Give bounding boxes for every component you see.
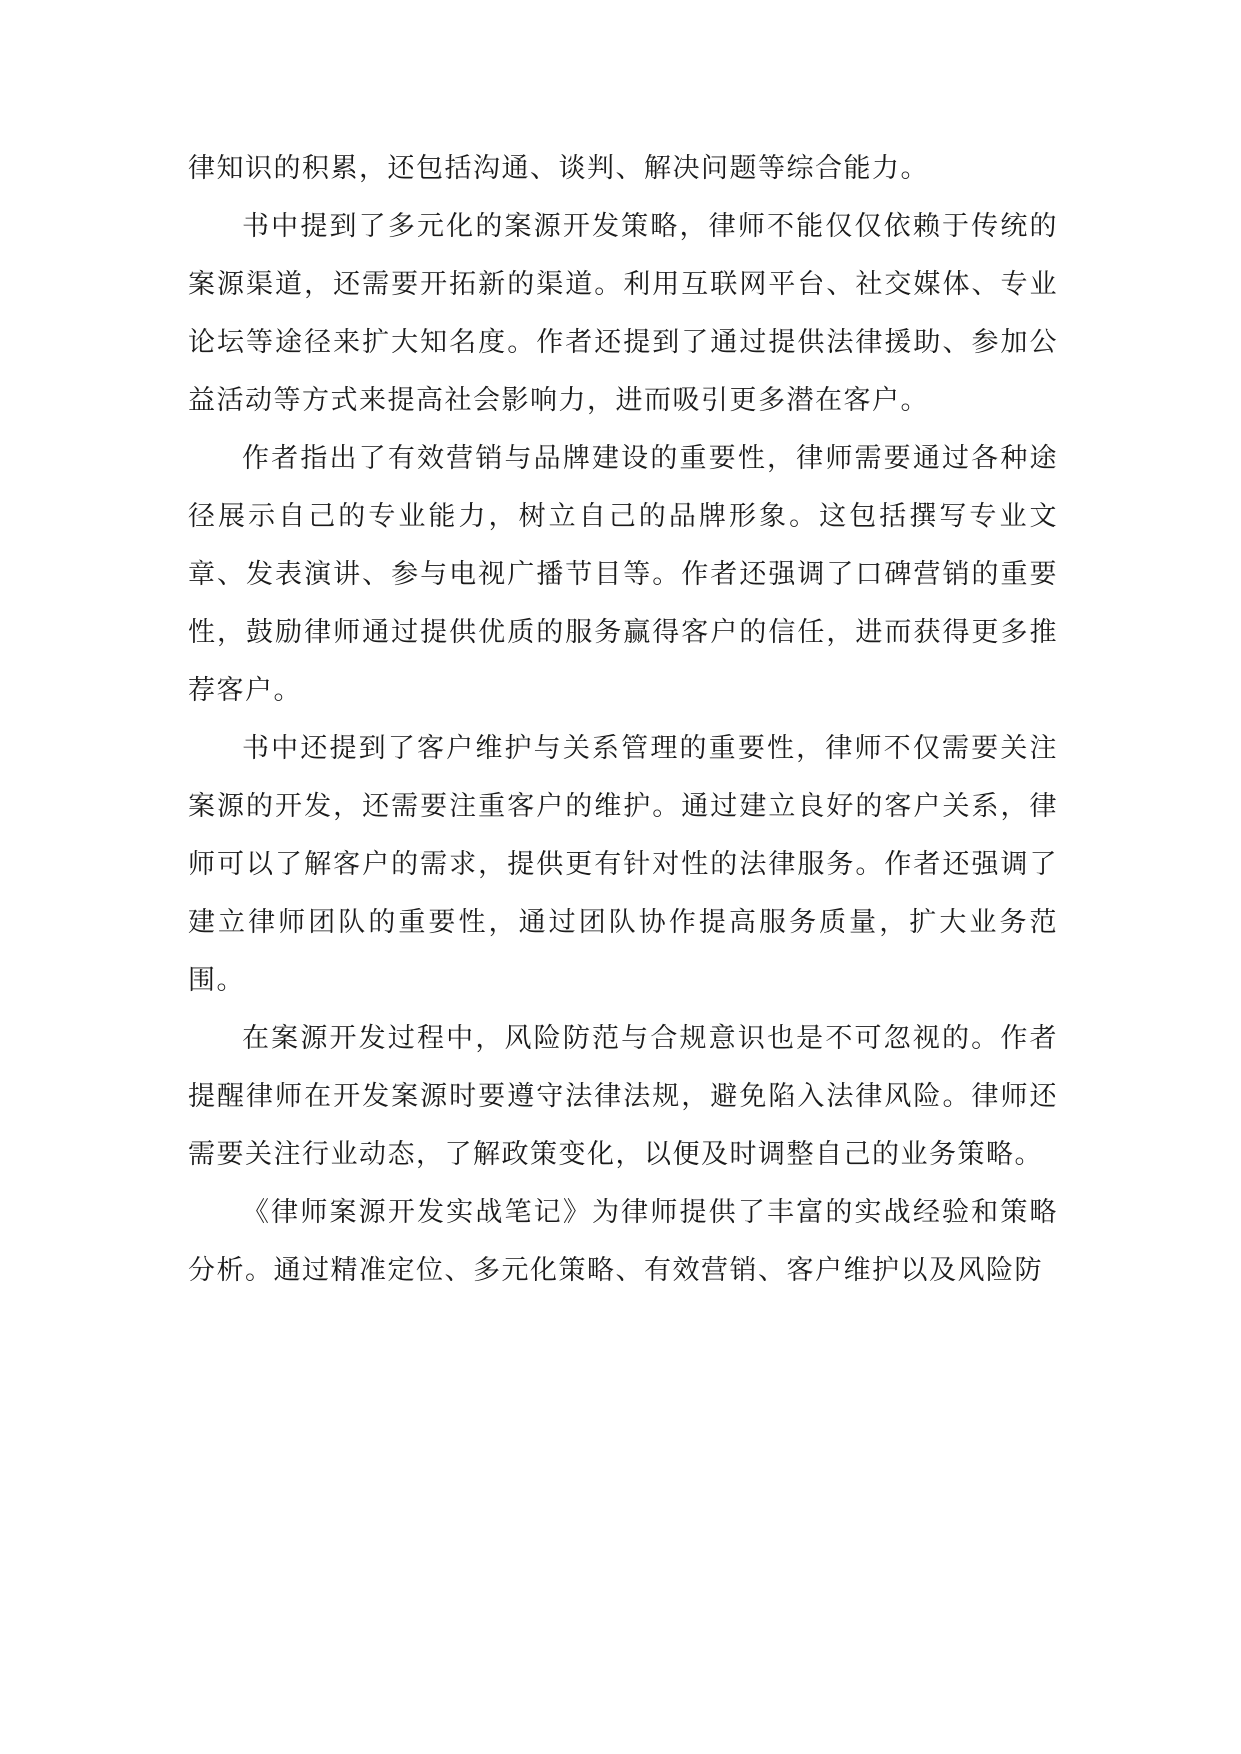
- paragraph-3: 作者指出了有效营销与品牌建设的重要性，律师需要通过各种途径展示自己的专业能力，树立自己的品牌形象。这包括撰写专业文章、发表演讲、参与电视广播节目等。作者还强调了口碑营销的重要性，鼓励律师通过提供优质的服务赢得客户的信任，进而获得更多推荐客户。: [188, 443, 1058, 706]
- paragraph-2: 书中提到了多元化的案源开发策略，律师不能仅仅依赖于传统的案源渠道，还需要开拓新的渠道。利用互联网平台、社交媒体、专业论坛等途径来扩大知名度。作者还提到了通过提供法律援助、参加公益活动等方式来提高社会影响力，进而吸引更多潜在客户。: [188, 211, 1058, 416]
- paragraph-5: 在案源开发过程中，风险防范与合规意识也是不可忽视的。作者提醒律师在开发案源时要遵守法律法规，避免陷入法律风险。律师还需要关注行业动态，了解政策变化，以便及时调整自己的业务策略。: [188, 1023, 1058, 1170]
- body-text: [188, 140, 1058, 1300]
- paragraph-4: 书中还提到了客户维护与关系管理的重要性，律师不仅需要关注案源的开发，还需要注重客户的维护。通过建立良好的客户关系，律师可以了解客户的需求，提供更有针对性的法律服务。作者还强调了建立律师团队的重要性，通过团队协作提高服务质量，扩大业务范围。: [188, 733, 1058, 996]
- paragraph-1: 律知识的积累，还包括沟通、谈判、解决问题等综合能力。: [188, 153, 929, 184]
- paragraph-6: 《律师案源开发实战笔记》为律师提供了丰富的实战经验和策略分析。通过精准定位、多元化策略、有效营销、客户维护以及风险防: [188, 1197, 1058, 1286]
